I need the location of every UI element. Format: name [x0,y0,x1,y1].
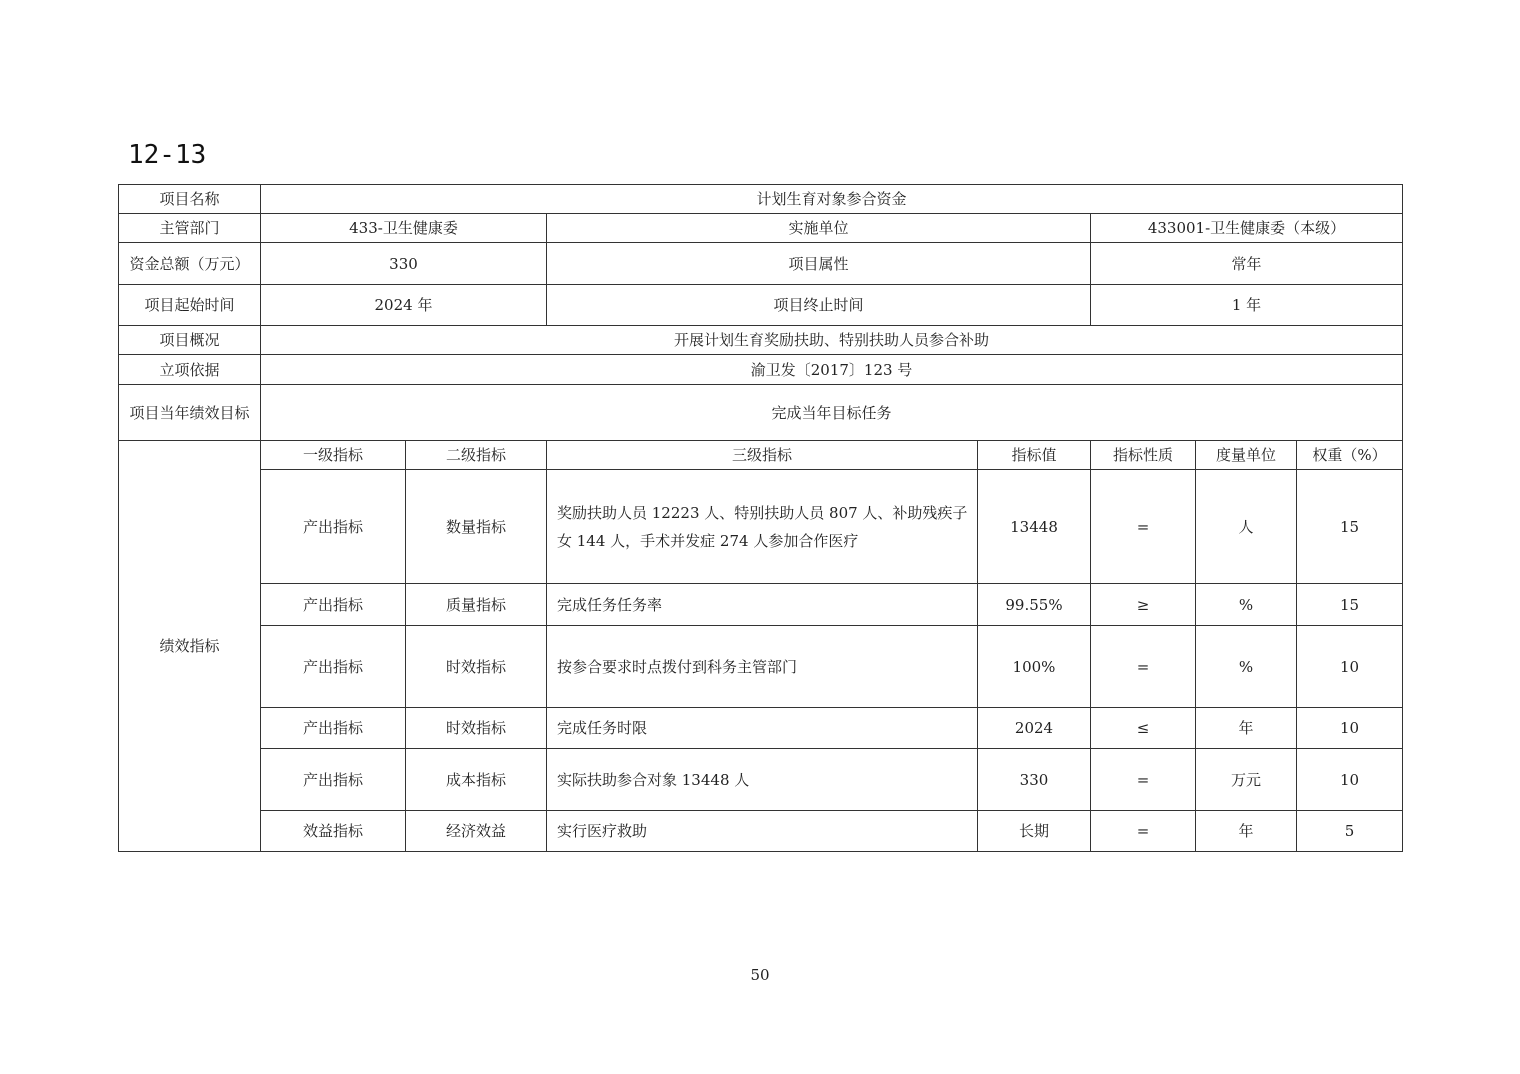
indicator-level2: 成本指标 [406,749,547,811]
funds-value: 330 [261,243,547,285]
table-row [119,470,1403,584]
indicator-level2: 质量指标 [406,584,547,626]
indicator-level3: 实行医疗救助 [547,811,978,852]
indicator-weight: 10 [1297,626,1403,708]
start-value: 2024 年 [261,285,547,326]
indicator-nature: = [1091,470,1196,584]
page-number: 50 [750,966,770,984]
basis-label: 立项依据 [119,355,261,385]
indicator-value: 100% [978,626,1091,708]
indicator-level2: 时效指标 [406,626,547,708]
indicator-weight: 10 [1297,749,1403,811]
indicator-value: 2024 [978,708,1091,749]
indicator-level3: 实际扶助参合对象 13448 人 [547,749,978,811]
impl-label: 实施单位 [547,214,1091,243]
row-funds [119,243,1403,285]
indicator-nature: ≤ [1091,708,1196,749]
header-value: 指标值 [978,441,1091,470]
indicator-value: 长期 [978,811,1091,852]
row-period [119,285,1403,326]
table-row [119,584,1403,626]
attr-value: 常年 [1091,243,1403,285]
indicator-unit: 年 [1196,811,1297,852]
indicator-weight: 15 [1297,584,1403,626]
indicator-unit: % [1196,626,1297,708]
overview-value: 开展计划生育奖励扶助、特别扶助人员参合补助 [261,326,1403,355]
row-department [119,214,1403,243]
table-row [119,749,1403,811]
dept-label: 主管部门 [119,214,261,243]
overview-label: 项目概况 [119,326,261,355]
table-row [119,708,1403,749]
indicator-level2: 时效指标 [406,708,547,749]
indicator-level1: 产出指标 [261,584,406,626]
goal-label: 项目当年绩效目标 [119,385,261,441]
indicator-value: 99.55% [978,584,1091,626]
indicator-level1: 产出指标 [261,470,406,584]
row-goal [119,385,1403,441]
header-level1: 一级指标 [261,441,406,470]
end-value: 1 年 [1091,285,1403,326]
indicator-unit: 人 [1196,470,1297,584]
indicator-level2: 数量指标 [406,470,547,584]
indicator-level2: 经济效益 [406,811,547,852]
indicator-level3: 奖励扶助人员 12223 人、特别扶助人员 807 人、补助残疾子女 144 人，手术并发症 274 人参加合作医疗 [547,470,978,584]
indicator-unit: 万元 [1196,749,1297,811]
indicator-section-label: 绩效指标 [119,441,261,852]
project-name-label: 项目名称 [119,185,261,214]
indicator-level1: 效益指标 [261,811,406,852]
indicator-value: 13448 [978,470,1091,584]
start-label: 项目起始时间 [119,285,261,326]
indicator-level1: 产出指标 [261,626,406,708]
indicator-nature: = [1091,749,1196,811]
indicator-level1: 产出指标 [261,749,406,811]
indicator-weight: 5 [1297,811,1403,852]
performance-table [118,184,1403,852]
indicator-level1: 产出指标 [261,708,406,749]
indicator-nature: = [1091,811,1196,852]
row-basis [119,355,1403,385]
page-heading: 12-13 [128,140,207,170]
row-overview [119,326,1403,355]
indicator-nature: ≥ [1091,584,1196,626]
header-weight: 权重（%） [1297,441,1403,470]
header-level2: 二级指标 [406,441,547,470]
header-level3: 三级指标 [547,441,978,470]
indicator-weight: 10 [1297,708,1403,749]
indicator-level3: 完成任务任务率 [547,584,978,626]
indicator-header-row [119,441,1403,470]
row-project-name [119,185,1403,214]
header-unit: 度量单位 [1196,441,1297,470]
table-row [119,626,1403,708]
funds-label: 资金总额（万元） [119,243,261,285]
dept-value: 433-卫生健康委 [261,214,547,243]
indicator-level3: 完成任务时限 [547,708,978,749]
goal-value: 完成当年目标任务 [261,385,1403,441]
indicator-value: 330 [978,749,1091,811]
indicator-level3: 按参合要求时点拨付到科务主管部门 [547,626,978,708]
header-nature: 指标性质 [1091,441,1196,470]
indicator-weight: 15 [1297,470,1403,584]
table-row [119,811,1403,852]
indicator-nature: = [1091,626,1196,708]
impl-value: 433001-卫生健康委（本级） [1091,214,1403,243]
indicator-unit: % [1196,584,1297,626]
end-label: 项目终止时间 [547,285,1091,326]
basis-value: 渝卫发〔2017〕123 号 [261,355,1403,385]
attr-label: 项目属性 [547,243,1091,285]
project-name-value: 计划生育对象参合资金 [261,185,1403,214]
indicator-unit: 年 [1196,708,1297,749]
